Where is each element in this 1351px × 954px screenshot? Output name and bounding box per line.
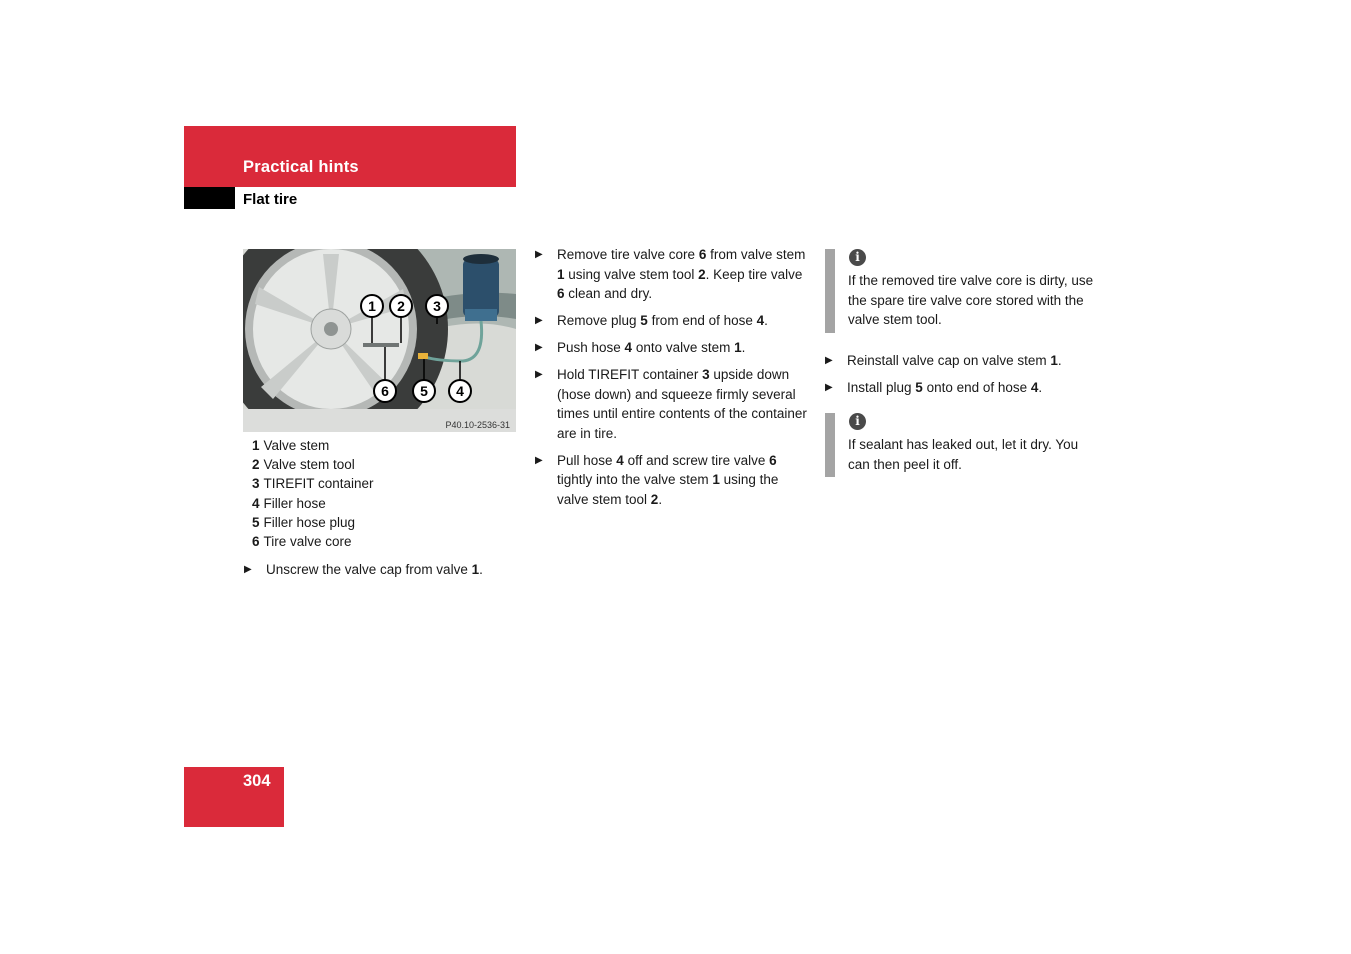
header-band (184, 126, 516, 187)
note-text: If sealant has leaked out, let it dry. You can then peel it off. (848, 437, 1079, 472)
info-note-sealant (825, 413, 1097, 477)
bullet-arrow-icon: ▶ (535, 249, 543, 260)
legend-item: 4 Filler hose (252, 495, 326, 511)
step-reinstall-cap: ▶ Reinstall valve cap on valve stem 1. (825, 351, 1097, 371)
callout-6: 6 (381, 383, 389, 399)
bullet-arrow-icon: ▶ (535, 315, 543, 326)
info-note-valve-core (825, 249, 1097, 333)
steps-column-2 (535, 245, 807, 517)
page-number: 304 (243, 772, 271, 790)
legend-list (252, 436, 374, 551)
legend-item: 3 TIREFIT container (252, 476, 374, 492)
callout-2: 2 (397, 298, 405, 314)
bullet-arrow-icon: ▶ (244, 564, 252, 575)
callout-1: 1 (368, 298, 376, 314)
note-bar (825, 413, 835, 477)
legend-item: 2 Valve stem tool (252, 457, 355, 473)
steps-column-3 (825, 351, 1097, 405)
step-hold-container: ▶ Hold TIREFIT container 3 upside down (hose down) and squeeze firmly several times until entire contents of the container are in tire. (535, 367, 807, 441)
bullet-arrow-icon: ▶ (825, 355, 833, 366)
bullet-arrow-icon: ▶ (535, 342, 543, 353)
section-title: Practical hints (243, 158, 359, 176)
step-remove-plug: ▶ Remove plug 5 from end of hose 4. (535, 311, 807, 331)
legend-item: 1 Valve stem (252, 438, 330, 453)
callout-5: 5 (420, 383, 428, 399)
callout-4: 4 (456, 383, 464, 399)
note-text: If the removed tire valve core is dirty, use the spare tire valve core stored with the valve stem tool. (848, 273, 1094, 327)
info-icon: i (849, 249, 866, 266)
step-unscrew-cap: ▶ Unscrew the valve cap from valve 1. (244, 560, 524, 580)
bullet-arrow-icon: ▶ (535, 454, 543, 466)
step-push-hose: ▶ Push hose 4 onto valve stem 1. (535, 338, 807, 358)
subsection-marker (184, 187, 235, 209)
legend-item: 6 Tire valve core (252, 533, 352, 549)
bullet-arrow-icon: ▶ (825, 382, 833, 393)
callout-3: 3 (433, 298, 441, 314)
bullet-arrow-icon: ▶ (535, 369, 543, 380)
steps-column-1 (244, 560, 524, 587)
subsection-title: Flat tire (243, 191, 298, 208)
legend-item: 5 Filler hose plug (252, 514, 356, 530)
note-bar (825, 249, 835, 333)
info-icon: i (849, 413, 866, 430)
image-code: P40.10-2536-31 (445, 420, 510, 430)
tirefit-illustration (243, 249, 516, 432)
step-remove-valve-core: ▶ Remove tire valve core 6 from valve stem 1 using valve stem tool 2. Keep tire valve 6 clean and dry. (535, 247, 806, 301)
step-install-plug: ▶ Install plug 5 onto end of hose 4. (825, 378, 1097, 398)
step-pull-hose: ▶ Pull hose 4 off and screw tire valve 6 tightly into the valve stem 1 using the valve stem tool 2. (535, 452, 779, 507)
